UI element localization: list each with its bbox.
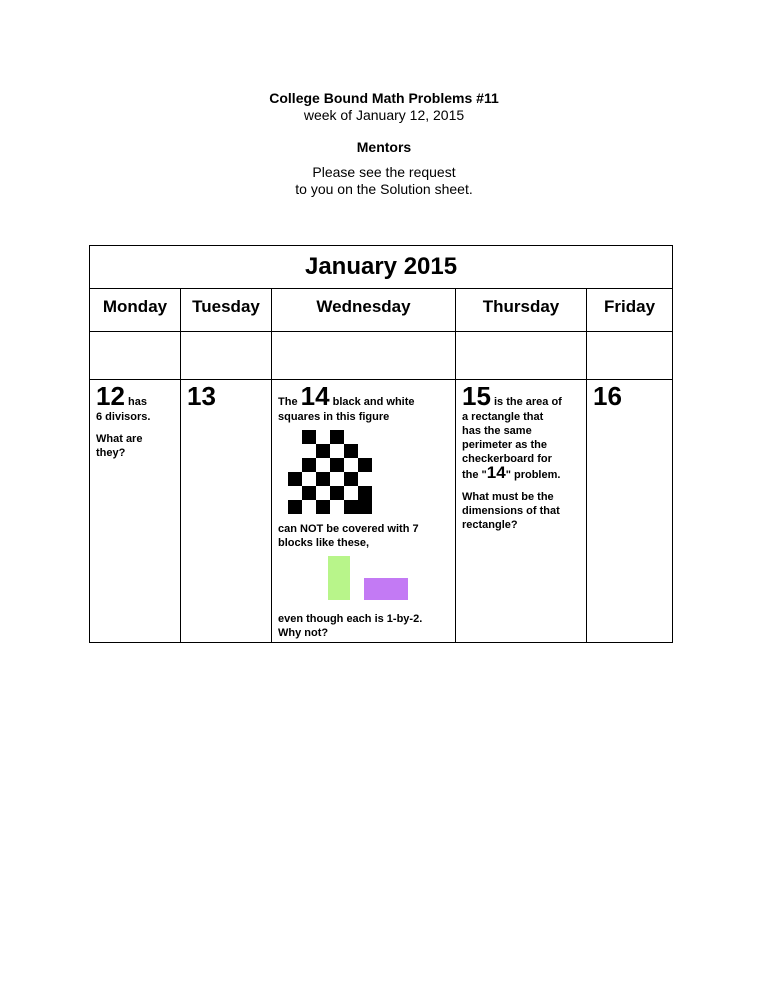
month-title: January 2015	[304, 253, 458, 280]
empty-cell	[587, 332, 673, 380]
cell-monday	[90, 380, 181, 643]
empty-cell	[181, 332, 272, 380]
cell-text: has	[127, 396, 147, 408]
mentors-note-line1: Please see the request	[312, 164, 456, 180]
cell-wednesday	[272, 380, 456, 643]
board-square	[302, 472, 316, 486]
date-number: 13	[187, 381, 216, 411]
day-head-tuesday	[181, 289, 272, 332]
cell-text: What must be the	[462, 491, 554, 503]
day-head-wednesday	[272, 289, 456, 332]
cell-text: rectangle?	[462, 519, 518, 531]
cell-text: 14	[486, 463, 506, 482]
date-number: 14	[300, 381, 330, 411]
cell-text: can NOT be covered with 7	[278, 523, 419, 535]
board-square	[316, 430, 330, 444]
document-header	[0, 90, 768, 198]
board-square	[316, 500, 330, 514]
board-square	[330, 472, 344, 486]
vertical-block	[328, 556, 350, 600]
board-square	[358, 500, 372, 514]
cell-text: blocks like these,	[278, 537, 370, 549]
board-square	[302, 486, 316, 500]
cell-tuesday	[181, 380, 272, 643]
board-square	[316, 458, 330, 472]
week-line: week of January 12, 2015	[303, 107, 465, 123]
board-square	[344, 472, 358, 486]
cell-text: the "	[462, 469, 487, 481]
board-square	[358, 458, 372, 472]
cell-text: even though each is 1-by-2.	[278, 613, 423, 625]
day-head-monday	[90, 289, 181, 332]
cell-thursday	[456, 380, 587, 643]
cell-text: dimensions of that	[462, 505, 560, 517]
cell-text: 6 divisors.	[96, 411, 151, 423]
empty-cell	[90, 332, 181, 380]
board-square	[316, 486, 330, 500]
board-square	[288, 458, 302, 472]
board-square	[330, 444, 344, 458]
month-header	[90, 246, 673, 289]
cell-text: a rectangle that	[462, 411, 544, 423]
cell-text: The	[278, 396, 298, 408]
board-square	[358, 486, 372, 500]
board-square	[358, 444, 372, 458]
board-square	[288, 486, 302, 500]
board-square	[288, 430, 302, 444]
board-square	[288, 500, 302, 514]
cell-text: black and white	[332, 396, 415, 408]
board-square	[302, 500, 316, 514]
board-square	[288, 444, 302, 458]
empty-cell	[272, 332, 456, 380]
cell-friday	[587, 380, 673, 643]
board-square	[288, 472, 302, 486]
day-head-thursday	[456, 289, 587, 332]
board-square	[358, 472, 372, 486]
cell-text: What are	[96, 433, 143, 445]
domino-blocks	[278, 556, 449, 612]
date-number: 16	[593, 381, 622, 411]
board-square	[330, 430, 344, 444]
empty-cell	[456, 332, 587, 380]
day-label: Thursday	[482, 297, 560, 316]
cell-text: squares in this figure	[278, 411, 390, 423]
board-square	[344, 444, 358, 458]
cell-text: " problem.	[505, 469, 561, 481]
mentors-heading: Mentors	[356, 139, 412, 155]
calendar-table	[89, 245, 673, 643]
cell-text: perimeter as the	[462, 439, 547, 451]
date-number: 15	[462, 381, 491, 411]
board-square	[344, 486, 358, 500]
board-square	[344, 500, 358, 514]
day-head-friday	[587, 289, 673, 332]
cell-text: they?	[96, 447, 126, 459]
day-label: Friday	[604, 297, 656, 316]
day-label: Monday	[102, 297, 168, 316]
board-square	[344, 430, 358, 444]
board-square	[330, 458, 344, 472]
board-square	[316, 472, 330, 486]
board-square	[330, 486, 344, 500]
board-square	[358, 430, 372, 444]
board-square	[302, 430, 316, 444]
date-number: 12	[96, 381, 125, 411]
board-square	[344, 458, 358, 472]
board-square	[302, 444, 316, 458]
horizontal-block	[364, 578, 408, 600]
board-square	[302, 458, 316, 472]
document-title: College Bound Math Problems #11	[269, 90, 499, 106]
cell-text: is the area of	[493, 396, 562, 408]
board-square	[316, 444, 330, 458]
mentors-note-line2: to you on the Solution sheet.	[295, 181, 473, 197]
checkerboard-figure	[288, 430, 372, 514]
cell-text: Why not?	[278, 627, 329, 639]
cell-text: checkerboard for	[462, 453, 552, 465]
board-square	[330, 500, 344, 514]
cell-text: has the same	[462, 425, 532, 437]
day-label: Tuesday	[192, 297, 260, 316]
day-label: Wednesday	[316, 297, 411, 316]
